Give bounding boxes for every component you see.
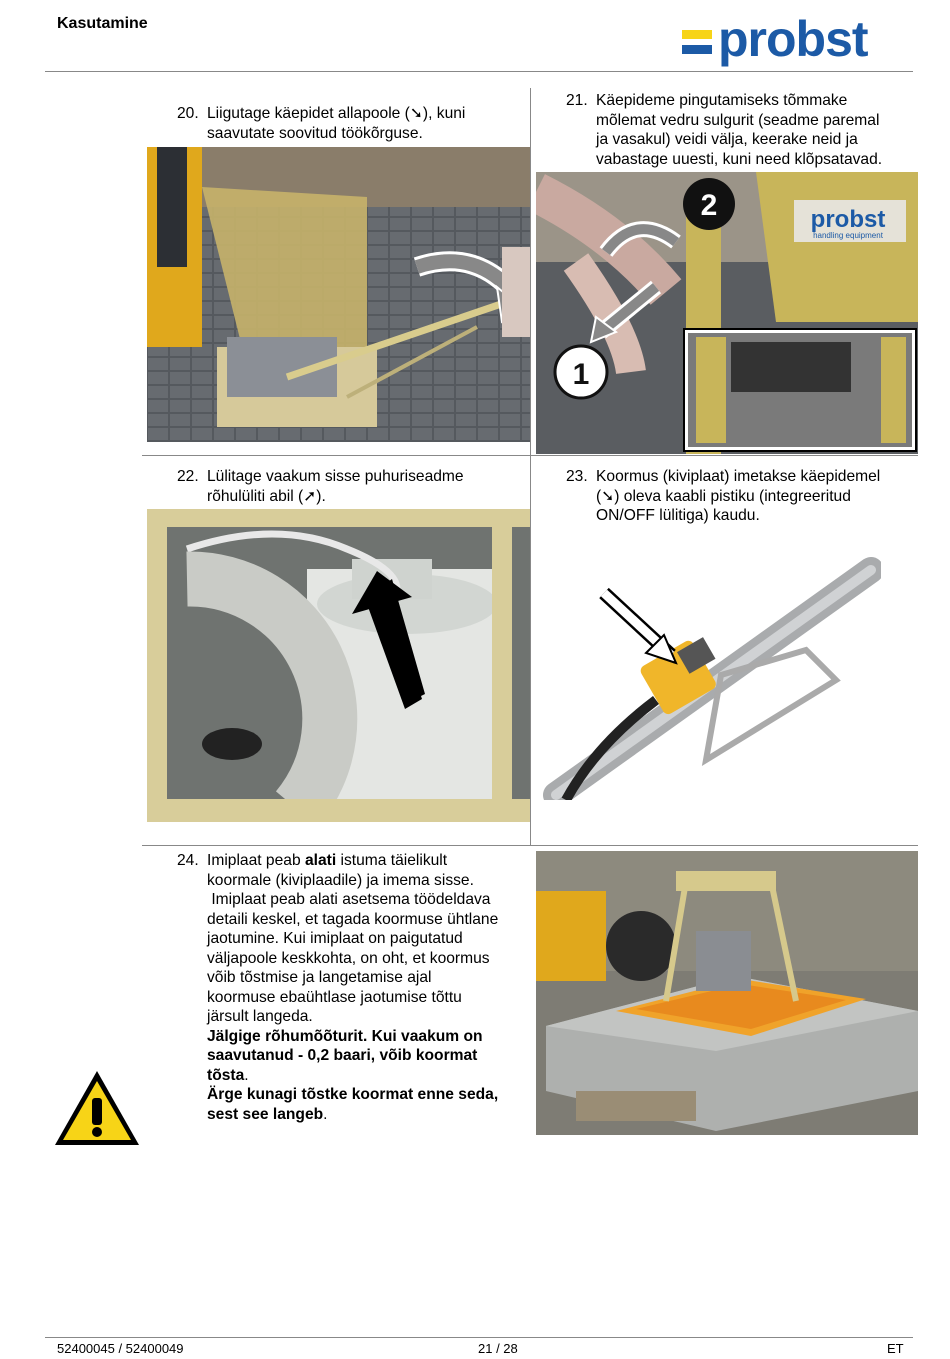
step-number: 23. [566, 468, 588, 485]
photo-logo-sublabel: handling equipment [813, 231, 883, 240]
step-20 [177, 104, 527, 144]
step-line: võib tõstmise ja langetamise ajal [207, 969, 432, 986]
step-line: Käepideme pingutamiseks tõmmake [596, 92, 848, 109]
step-number: 24. [177, 852, 199, 869]
row-divider-1 [142, 455, 918, 456]
warning-line: saavutanud - 0,2 baari, võib koormat [207, 1047, 478, 1064]
step-line: mõlemat vedru sulgurit (seadme paremal [596, 111, 880, 129]
step-line: järsult langeda. [207, 1008, 313, 1025]
step-number: 20. [177, 105, 199, 122]
step-line-1: Imiplaat peab alati istuma täielikult [207, 852, 448, 869]
photo-logo-label: probst [810, 206, 886, 233]
warning-line: tõsta [207, 1066, 245, 1084]
step-line: ON/OFF lülitiga) kaudu. [596, 507, 760, 524]
photo-stone-slab [536, 851, 918, 1135]
warning-line: Ärge kunagi tõstke koormat enne seda, [207, 1086, 499, 1103]
step-line: koormale (kiviplaadile) ja imema sisse. [207, 871, 474, 889]
photo-handle-plug [536, 555, 881, 800]
step-line: Imiplaat peab alati asetsema töödeldava [207, 891, 491, 908]
step-line: Lülitage vaakum sisse puhuriseadme [207, 468, 464, 485]
footer-rule [45, 1337, 913, 1338]
step-number: 22. [177, 468, 199, 485]
step-line: Koormus (kiviplaat) imetakse käepidemel [596, 468, 881, 485]
step-number: 21. [566, 92, 588, 109]
badge-1: 1 [572, 358, 590, 391]
photo-vacuum-switch [147, 509, 530, 822]
section-title: Kasutamine [57, 15, 148, 32]
language-code: ET [887, 1341, 904, 1356]
step-line: vabastage uuesti, kuni need klõpsatavad. [596, 150, 883, 168]
step-line: (➘) oleva kaabli pistiku (integreeritud [596, 487, 851, 505]
step-line: väljapoole keskkohta, on oht, et koormus [207, 949, 490, 967]
step-line: jaotumine. Kui imiplaat on paigutatud [207, 930, 463, 947]
step-line: Liigutage käepidet allapoole (➘), kuni [207, 105, 466, 122]
document-number: 52400045 / 52400049 [57, 1341, 184, 1356]
warning-triangle-icon [52, 1068, 142, 1148]
photo-handle-lowering [147, 147, 530, 442]
column-divider [530, 88, 531, 845]
badge-2: 2 [700, 189, 718, 222]
emphasis-always: alati [304, 852, 337, 869]
step-22 [177, 467, 527, 507]
step-24: 24. Imiplaat peab alati istuma täielikult koormale (kiviplaadile) ja imema sisse. Imiplaat peab alati asetsema töödeldava detaili keskel, et tagada koormuse ühtlane jaotumine. Kui imiplaat on paigutatud väljapoole keskkohta, on oht, et koormus võib tõstmise ja langetamise ajal koormuse ebaühtlase jaotumise tõttu järsult langeda. Jälgige rõhumõõturit. Kui vaakum on saavutanud - 0,2 baari, võib koormat tõsta. Ärge kunagi tõstke koormat enne seda, sest see langeb. [177, 852, 499, 1123]
step-23 [566, 467, 926, 527]
page-number: 21 / 28 [478, 1341, 518, 1356]
row-divider-2 [142, 845, 918, 846]
step-line: saavutate soovitud töökõrguse. [207, 124, 423, 142]
warning-line: sest see langeb [207, 1105, 324, 1123]
step-line: koormuse ebaühtlase jaotumise tõttu [207, 988, 462, 1006]
step-line: ja vasakul) veidi välja, keerake neid ja [596, 131, 858, 148]
step-line: rõhulüliti abil (➚). [207, 487, 326, 505]
step-line: detaili keskel, et tagada koormuse ühtlane [207, 910, 499, 928]
probst-logo [682, 11, 907, 68]
header-rule [45, 71, 913, 72]
step-21 [566, 91, 926, 171]
photo-spring-latch [536, 172, 918, 454]
warning-line: Jälgige rõhumõõturit. Kui vaakum on [207, 1027, 483, 1045]
logo-text: probst [718, 11, 868, 67]
